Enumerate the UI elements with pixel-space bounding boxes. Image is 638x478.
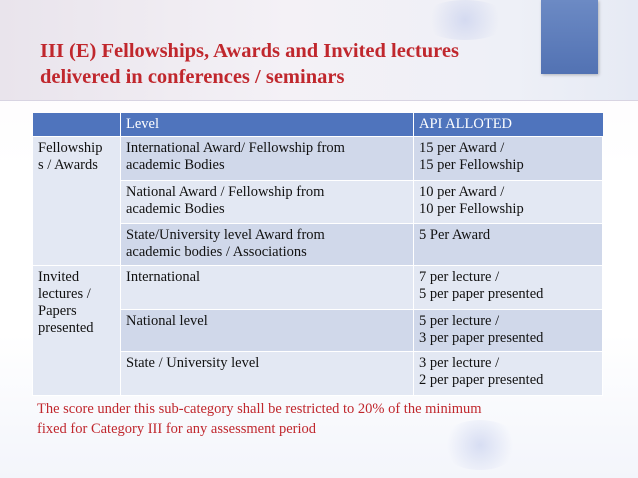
level-text: State / University level: [126, 355, 260, 371]
level-text: State/University level Award from: [126, 227, 325, 243]
api-text: 3 per lecture /: [419, 355, 500, 371]
api-cell: [414, 224, 603, 266]
footnote: [37, 399, 607, 439]
api-text: 2 per paper presented: [419, 372, 544, 388]
level-text: National level: [126, 313, 208, 329]
api-table: [32, 113, 603, 396]
category-cell: [33, 266, 121, 396]
level-cell: [121, 266, 414, 310]
table-header-row: [33, 113, 603, 137]
level-text: National Award / Fellowship from: [126, 184, 325, 200]
api-cell: [414, 352, 603, 396]
footnote-line: The score under this sub-category shall be restricted to 20% of the minimum: [37, 401, 482, 417]
header-api: API ALLOTED: [414, 113, 603, 137]
level-cell: [121, 352, 414, 396]
api-cell: [414, 310, 603, 352]
api-text: 10 per Fellowship: [419, 201, 524, 217]
table-row: [33, 137, 603, 181]
header-divider: [0, 100, 638, 101]
category-text: Invited: [38, 269, 80, 285]
level-text: academic Bodies: [126, 201, 225, 217]
level-text: academic Bodies: [126, 157, 225, 173]
accent-square: [541, 0, 598, 74]
category-text: presented: [38, 320, 94, 336]
category-text: lectures /: [38, 286, 91, 302]
table-row: [33, 266, 603, 310]
api-text: 15 per Award /: [419, 140, 505, 156]
slide-title-line: III (E) Fellowships, Awards and Invited lectures: [40, 40, 459, 62]
level-text: International: [126, 269, 201, 285]
level-cell: [121, 224, 414, 266]
api-text: 5 per lecture /: [419, 313, 500, 329]
api-cell: [414, 181, 603, 224]
level-text: International Award/ Fellowship from: [126, 140, 345, 156]
api-text: 10 per Award /: [419, 184, 505, 200]
header-category: [33, 113, 121, 137]
category-text: Papers: [38, 303, 77, 319]
api-text: 15 per Fellowship: [419, 157, 524, 173]
slide-title-line: delivered in conferences / seminars: [40, 66, 345, 88]
category-cell: [33, 137, 121, 266]
footnote-line: fixed for Category III for any assessment period: [37, 421, 317, 437]
level-cell: [121, 181, 414, 224]
level-cell: [121, 310, 414, 352]
level-text: academic bodies / Associations: [126, 244, 307, 260]
level-cell: [121, 137, 414, 181]
category-text: s / Awards: [38, 157, 98, 173]
slide-title: [40, 38, 530, 90]
api-text: 5 Per Award: [419, 227, 491, 243]
api-text: 7 per lecture /: [419, 269, 500, 285]
api-cell: [414, 266, 603, 310]
decorative-circle: [420, 0, 510, 40]
category-text: Fellowship: [38, 140, 103, 156]
api-text: 5 per paper presented: [419, 286, 544, 302]
api-text: 3 per paper presented: [419, 330, 544, 346]
header-level: Level: [121, 113, 414, 137]
api-cell: [414, 137, 603, 181]
